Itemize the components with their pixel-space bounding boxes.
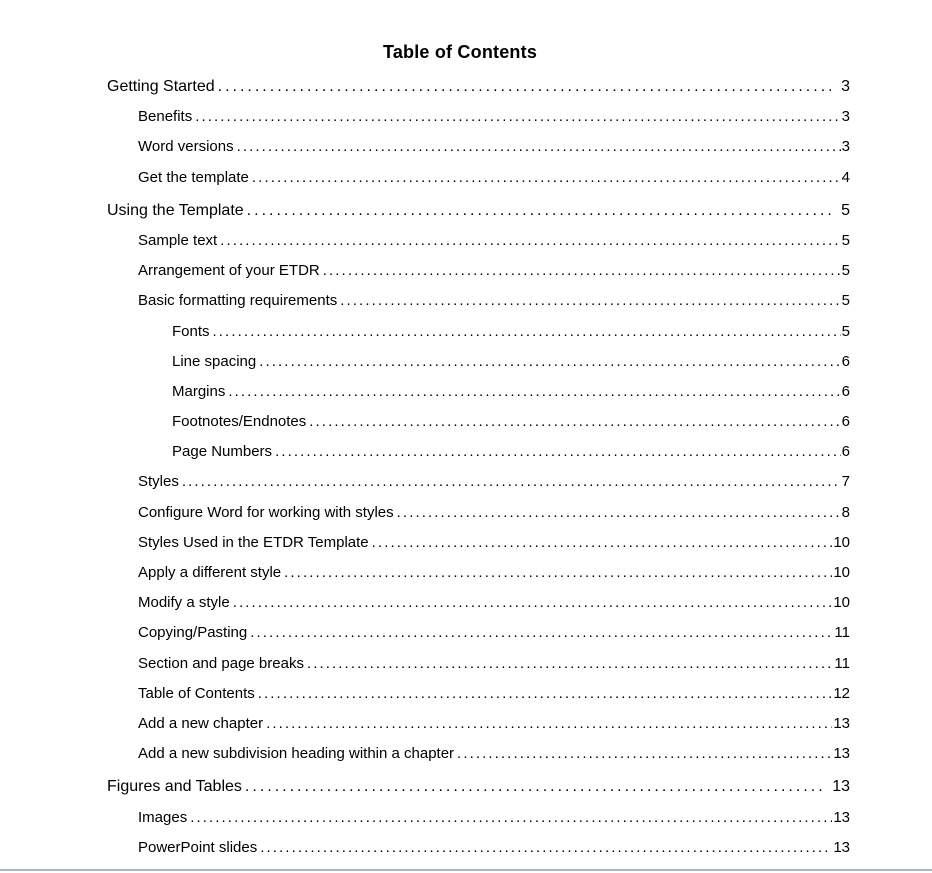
toc-entry[interactable] — [107, 679, 850, 709]
toc-leader-dots — [247, 196, 831, 226]
toc-entry-page: 5 — [841, 262, 850, 280]
toc-entry-label: Word versions — [138, 138, 234, 156]
toc-entry[interactable] — [107, 407, 850, 437]
toc-entry-page: 5 — [841, 231, 850, 249]
toc-leader-dots — [245, 772, 822, 802]
toc-entry-label: Modify a style — [138, 594, 230, 612]
toc-entry-label: Copying/Pasting — [138, 624, 248, 642]
toc-entry-label: Styles Used in the ETDR Template — [138, 533, 369, 551]
toc-entry[interactable] — [107, 72, 850, 102]
toc-entry-page: 6 — [841, 443, 850, 461]
toc-leader-dots — [275, 437, 841, 467]
toc-leader-dots — [266, 709, 832, 739]
toc-leader-dots — [309, 407, 840, 437]
toc-entry-page: 11 — [834, 654, 850, 672]
toc-leader-dots — [259, 347, 840, 377]
toc-entry-page: 6 — [841, 382, 850, 400]
toc-leader-dots — [190, 803, 832, 833]
toc-leader-dots — [323, 256, 841, 286]
toc-entry-label: Using the Template — [107, 201, 244, 219]
toc-entry-label: Section and page breaks — [138, 654, 304, 672]
toc-entry-label: Add a new subdivision heading within a chapter — [138, 745, 455, 763]
toc-entry-label: Basic formatting requirements — [138, 292, 338, 310]
toc-leader-dots — [228, 377, 840, 407]
toc-entry[interactable] — [107, 803, 850, 833]
toc-entry-label: Styles — [138, 473, 179, 491]
toc-entry-page: 13 — [833, 808, 850, 826]
toc-leader-dots — [195, 102, 840, 132]
toc-leader-dots — [284, 558, 832, 588]
toc-entry-label: Benefits — [138, 108, 193, 126]
toc-entry-label: Table of Contents — [138, 684, 255, 702]
toc-entry[interactable] — [107, 649, 850, 679]
toc-entry-label: Line spacing — [172, 352, 257, 370]
toc-entry[interactable] — [107, 498, 850, 528]
toc-entry-page: 7 — [841, 473, 850, 491]
toc-entry-label: Getting Started — [107, 78, 215, 95]
toc-entry[interactable] — [107, 437, 850, 467]
toc-entry-page: 10 — [833, 594, 850, 612]
toc-list — [107, 72, 850, 863]
toc-entry-page: 3 — [841, 138, 850, 156]
toc-entry-page: 6 — [841, 413, 850, 431]
toc-entry-label: Apply a different style — [138, 564, 282, 581]
toc-entry[interactable] — [107, 618, 850, 648]
toc-entry-label: Margins — [172, 382, 226, 400]
toc-entry-label: Images — [138, 808, 188, 826]
toc-entry[interactable] — [107, 196, 850, 226]
toc-entry[interactable] — [107, 377, 850, 407]
toc-entry-page: 10 — [833, 564, 850, 581]
toc-leader-dots — [250, 618, 833, 648]
toc-entry-page: 3 — [841, 78, 850, 95]
toc-leader-dots — [372, 528, 833, 558]
toc-entry-label: Add a new chapter — [138, 714, 264, 732]
toc-entry-label: Footnotes/Endnotes — [172, 413, 307, 431]
toc-entry[interactable] — [107, 772, 850, 802]
toc-entry[interactable] — [107, 739, 850, 769]
toc-entry-page: 4 — [841, 168, 850, 186]
toc-entry-page: 11 — [834, 624, 850, 642]
toc-entry-label: Page Numbers — [172, 443, 273, 461]
toc-entry-page: 5 — [841, 201, 850, 219]
toc-entry-page: 13 — [832, 778, 850, 796]
toc-entry[interactable] — [107, 528, 850, 558]
toc-entry[interactable] — [107, 588, 850, 618]
toc-entry-label: Fonts — [172, 322, 210, 340]
toc-entry-label: Configure Word for working with styles — [138, 503, 394, 521]
toc-entry-page: 6 — [841, 352, 850, 370]
toc-entry-page: 5 — [841, 322, 850, 340]
toc-entry-page: 13 — [833, 838, 850, 856]
toc-leader-dots — [252, 163, 841, 193]
toc-entry-label: Arrangement of your ETDR — [138, 262, 320, 280]
page-title: Table of Contents — [382, 42, 538, 62]
toc-leader-dots — [213, 317, 841, 347]
toc-entry-page: 3 — [841, 108, 850, 126]
toc-entry[interactable] — [107, 558, 850, 588]
toc-leader-dots — [457, 739, 832, 769]
toc-leader-dots — [258, 679, 833, 709]
toc-leader-dots — [220, 226, 840, 256]
page-bottom-divider — [0, 869, 932, 871]
toc-entry-page: 8 — [841, 503, 850, 521]
toc-leader-dots — [182, 467, 841, 497]
toc-leader-dots — [340, 286, 840, 316]
toc-entry[interactable] — [107, 347, 850, 377]
toc-entry-page: 10 — [833, 533, 850, 551]
toc-entry[interactable] — [107, 132, 850, 162]
toc-entry-page: 13 — [833, 714, 850, 732]
toc-entry-page: 13 — [833, 745, 850, 763]
toc-leader-dots — [237, 132, 841, 162]
toc-entry[interactable] — [107, 102, 850, 132]
toc-leader-dots — [307, 649, 833, 679]
toc-entry[interactable] — [107, 226, 850, 256]
toc-entry-label: Get the template — [138, 168, 249, 186]
toc-entry[interactable] — [107, 256, 850, 286]
toc-entry-page: 5 — [841, 292, 850, 310]
toc-entry-label: PowerPoint slides — [138, 838, 258, 856]
toc-leader-dots — [233, 588, 833, 618]
toc-leader-dots — [218, 72, 831, 102]
toc-entry[interactable] — [107, 163, 850, 193]
toc-entry-page: 12 — [833, 684, 850, 702]
toc-leader-dots — [397, 498, 841, 528]
toc-entry-label: Figures and Tables — [107, 778, 242, 796]
toc-entry[interactable] — [107, 467, 850, 497]
toc-entry-label: Sample text — [138, 231, 218, 249]
toc-entry[interactable] — [107, 317, 850, 347]
toc-entry[interactable] — [107, 833, 850, 863]
toc-entry[interactable] — [107, 709, 850, 739]
toc-entry[interactable] — [107, 286, 850, 316]
toc-leader-dots — [260, 833, 832, 863]
